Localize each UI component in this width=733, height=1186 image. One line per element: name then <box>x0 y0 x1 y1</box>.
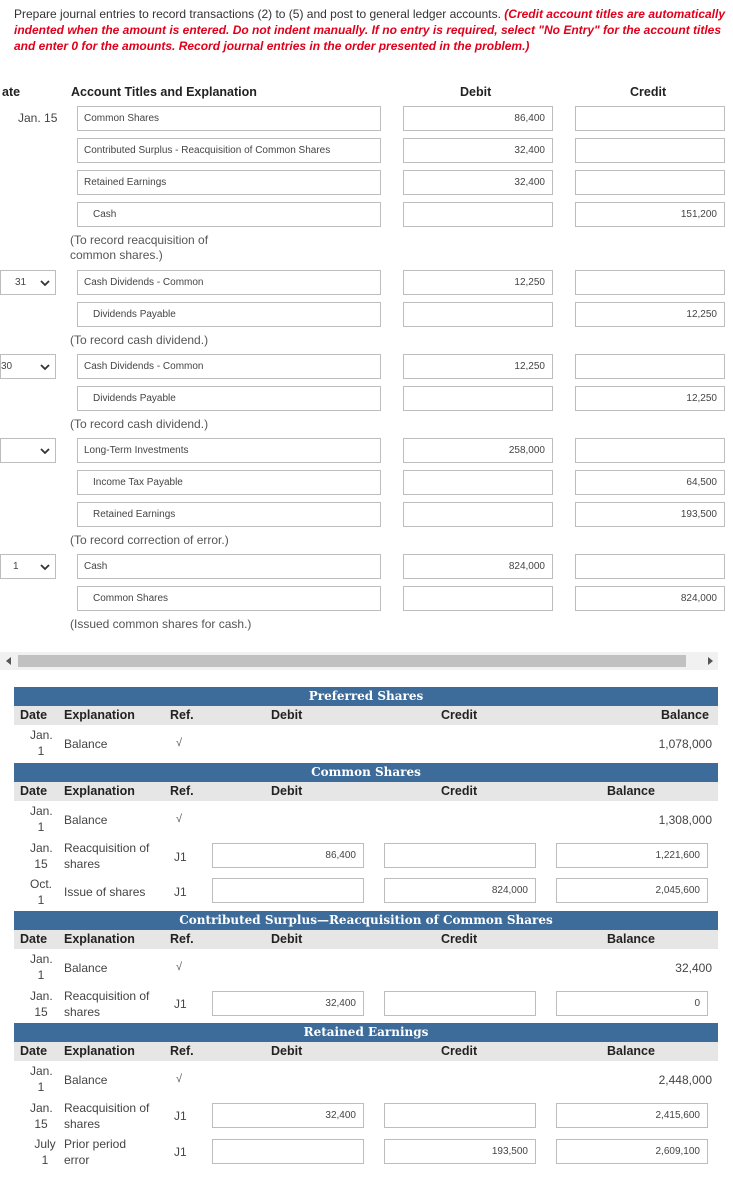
entry4-credit-1[interactable] <box>575 438 725 463</box>
ledger-common-credit-2[interactable] <box>384 843 536 868</box>
ledger-retained-credit-3[interactable]: 193,500 <box>384 1139 536 1164</box>
instructions-note: (Credit account titles are automatically indented when the amount is entered. Do not indent manually. If no entry is required, select "No Entry" for the account titles and enter 0 for the amounts. Record journal entries in the order presented in the problem.) <box>14 7 726 53</box>
entry5-explanation: (Issued common shares for cash.) <box>70 617 252 631</box>
ledger-preferred-title: Preferred Shares <box>14 687 718 706</box>
chevron-down-icon <box>39 361 51 373</box>
entry2-credit-2[interactable]: 12,250 <box>575 302 725 327</box>
scroll-left-icon[interactable] <box>3 655 15 667</box>
entry1-explanation: (To record reacquisition of common shares.) <box>70 233 209 262</box>
instructions <box>14 6 726 54</box>
col-balance: Balance <box>661 708 709 722</box>
ledger-retained-debit-3[interactable] <box>212 1139 364 1164</box>
checkmark-icon: √ <box>176 961 183 973</box>
col-ref: Ref. <box>170 932 194 946</box>
ledger-contributed-title: Contributed Surplus—Reacquisition of Common Shares <box>14 911 718 930</box>
entry4-credit-3[interactable]: 193,500 <box>575 502 725 527</box>
entry5-debit-1[interactable]: 824,000 <box>403 554 553 579</box>
table-row-explanation: Reacquisition of shares <box>64 841 150 871</box>
entry4-debit-3[interactable] <box>403 502 553 527</box>
entry1-debit-2[interactable]: 32,400 <box>403 138 553 163</box>
ledger-retained-title: Retained Earnings <box>14 1023 718 1042</box>
entry2-debit-1[interactable]: 12,250 <box>403 270 553 295</box>
entry4-credit-2[interactable]: 64,500 <box>575 470 725 495</box>
entry4-account-2[interactable]: Income Tax Payable <box>77 470 381 495</box>
table-row-balance: 1,308,000 <box>658 813 712 827</box>
ledger-contributed-balance-2[interactable]: 0 <box>556 991 708 1016</box>
table-row-ref: J1 <box>174 885 187 899</box>
entry2-date: 31 <box>15 277 27 288</box>
table-row-explanation: Reacquisition of shares <box>64 989 150 1019</box>
table-row-explanation: Prior period error <box>64 1137 127 1167</box>
ledger-common-debit-2[interactable]: 86,400 <box>212 843 364 868</box>
chevron-down-icon <box>39 277 51 289</box>
ledger-retained-debit-2[interactable]: 32,400 <box>212 1103 364 1128</box>
entry5-account-1[interactable]: Cash <box>77 554 381 579</box>
ledger-common-balance-2[interactable]: 1,221,600 <box>556 843 708 868</box>
entry1-account-3[interactable]: Retained Earnings <box>77 170 381 195</box>
ledger-contributed-debit-2[interactable]: 32,400 <box>212 991 364 1016</box>
entry1-debit-1[interactable]: 86,400 <box>403 106 553 131</box>
entry5-credit-2[interactable]: 824,000 <box>575 586 725 611</box>
ledger-retained-balance-2[interactable]: 2,415,600 <box>556 1103 708 1128</box>
col-balance: Balance <box>607 932 655 946</box>
ledger-contributed-credit-2[interactable] <box>384 991 536 1016</box>
entry1-account-1[interactable]: Common Shares <box>77 106 381 131</box>
entry2-credit-1[interactable] <box>575 270 725 295</box>
entry1-credit-2[interactable] <box>575 138 725 163</box>
table-row-ref: J1 <box>174 850 187 864</box>
col-ref: Ref. <box>170 708 194 722</box>
table-row-ref: J1 <box>174 1145 187 1159</box>
checkmark-icon: √ <box>176 813 183 825</box>
table-row-explanation: Balance <box>64 737 108 751</box>
table-row-explanation: Balance <box>64 813 108 827</box>
checkmark-icon: √ <box>176 737 183 749</box>
entry1-date: Jan. 15 <box>18 111 58 125</box>
col-credit: Credit <box>441 932 478 946</box>
entry3-credit-2[interactable]: 12,250 <box>575 386 725 411</box>
table-row-date: July 1 <box>34 1137 56 1167</box>
entry3-explanation: (To record cash dividend.) <box>70 417 209 431</box>
entry4-debit-2[interactable] <box>403 470 553 495</box>
entry3-debit-2[interactable] <box>403 386 553 411</box>
ledger-common-credit-3[interactable]: 824,000 <box>384 878 536 903</box>
entry4-account-3[interactable]: Retained Earnings <box>77 502 381 527</box>
ledger-common-title: Common Shares <box>14 763 718 782</box>
entry3-debit-1[interactable]: 12,250 <box>403 354 553 379</box>
col-debit: Debit <box>271 932 303 946</box>
entry2-date-select[interactable] <box>0 270 56 295</box>
col-date: Date <box>20 1044 48 1058</box>
entry3-credit-1[interactable] <box>575 354 725 379</box>
entry1-debit-4[interactable] <box>403 202 553 227</box>
table-row-date: Oct. 1 <box>30 877 53 907</box>
entry4-debit-1[interactable]: 258,000 <box>403 438 553 463</box>
entry3-date-select[interactable] <box>0 354 56 379</box>
ledger-retained-header <box>14 1042 718 1061</box>
entry5-date: 1 <box>13 561 19 572</box>
ledger-contributed-header <box>14 930 718 949</box>
journal-date-header: ate <box>2 85 21 99</box>
table-row-date: Jan. 1 <box>30 804 53 834</box>
ledger-retained-credit-2[interactable] <box>384 1103 536 1128</box>
entry2-account-1[interactable]: Cash Dividends - Common <box>77 270 381 295</box>
entry2-explanation: (To record cash dividend.) <box>70 333 209 347</box>
col-explanation: Explanation <box>64 784 135 798</box>
col-date: Date <box>20 784 48 798</box>
journal-account-header: Account Titles and Explanation <box>71 85 257 99</box>
table-row-explanation: Balance <box>64 961 108 975</box>
ledger-common-header <box>14 782 718 801</box>
ledger-preferred-header <box>14 706 718 725</box>
col-debit: Debit <box>271 784 303 798</box>
table-row-date: Jan. 15 <box>30 989 53 1019</box>
col-ref: Ref. <box>170 1044 194 1058</box>
col-balance: Balance <box>607 784 655 798</box>
col-debit: Debit <box>271 1044 303 1058</box>
table-row-explanation: Issue of shares <box>64 885 146 899</box>
entry2-account-2[interactable]: Dividends Payable <box>77 302 381 327</box>
col-ref: Ref. <box>170 784 194 798</box>
col-explanation: Explanation <box>64 708 135 722</box>
entry1-account-2[interactable]: Contributed Surplus - Reacquisition of Common Shares <box>77 138 381 163</box>
table-row-date: Jan. 1 <box>30 1064 53 1094</box>
entry1-account-4[interactable]: Cash <box>77 202 381 227</box>
entry1-credit-3[interactable] <box>575 170 725 195</box>
ledger-retained-balance-3[interactable]: 2,609,100 <box>556 1139 708 1164</box>
table-row-balance: 2,448,000 <box>658 1073 712 1087</box>
entry5-date-select[interactable] <box>0 554 56 579</box>
instructions-text: Prepare journal entries to record transactions (2) to (5) and post to general ledger accounts. <box>14 7 501 21</box>
col-credit: Credit <box>441 708 478 722</box>
entry4-date-select[interactable] <box>0 438 56 463</box>
table-row-balance: 32,400 <box>675 961 712 975</box>
table-row-date: Jan. 15 <box>30 1101 53 1131</box>
table-row-ref: J1 <box>174 997 187 1011</box>
journal-credit-header: Credit <box>630 85 667 99</box>
ledger-common-balance-3[interactable]: 2,045,600 <box>556 878 708 903</box>
entry3-date: 30 <box>1 361 13 372</box>
entry4-account-1[interactable]: Long-Term Investments <box>77 438 381 463</box>
table-row-explanation: Reacquisition of shares <box>64 1101 150 1131</box>
col-explanation: Explanation <box>64 932 135 946</box>
table-row-ref: J1 <box>174 1109 187 1123</box>
col-date: Date <box>20 932 48 946</box>
col-explanation: Explanation <box>64 1044 135 1058</box>
chevron-down-icon <box>39 561 51 573</box>
table-row-date: Jan. 1 <box>30 728 53 758</box>
table-row-explanation: Balance <box>64 1073 108 1087</box>
checkmark-icon: √ <box>176 1073 183 1085</box>
entry3-account-1[interactable]: Cash Dividends - Common <box>77 354 381 379</box>
entry5-account-2[interactable]: Common Shares <box>77 586 381 611</box>
entry4-explanation: (To record correction of error.) <box>70 533 229 547</box>
col-credit: Credit <box>441 784 478 798</box>
chevron-down-icon <box>39 445 51 457</box>
scrollbar-thumb[interactable] <box>18 655 686 667</box>
entry3-account-2[interactable]: Dividends Payable <box>77 386 381 411</box>
scroll-right-icon[interactable] <box>704 655 716 667</box>
col-credit: Credit <box>441 1044 478 1058</box>
entry1-credit-4[interactable]: 151,200 <box>575 202 725 227</box>
entry5-debit-2[interactable] <box>403 586 553 611</box>
entry1-debit-3[interactable]: 32,400 <box>403 170 553 195</box>
table-row-balance: 1,078,000 <box>658 737 712 751</box>
col-debit: Debit <box>271 708 303 722</box>
entry2-debit-2[interactable] <box>403 302 553 327</box>
entry5-credit-1[interactable] <box>575 554 725 579</box>
ledger-common-debit-3[interactable] <box>212 878 364 903</box>
col-date: Date <box>20 708 48 722</box>
table-row-date: Jan. 15 <box>30 841 53 871</box>
entry1-credit-1[interactable] <box>575 106 725 131</box>
table-row-date: Jan. 1 <box>30 952 53 982</box>
col-balance: Balance <box>607 1044 655 1058</box>
journal-debit-header: Debit <box>460 85 492 99</box>
